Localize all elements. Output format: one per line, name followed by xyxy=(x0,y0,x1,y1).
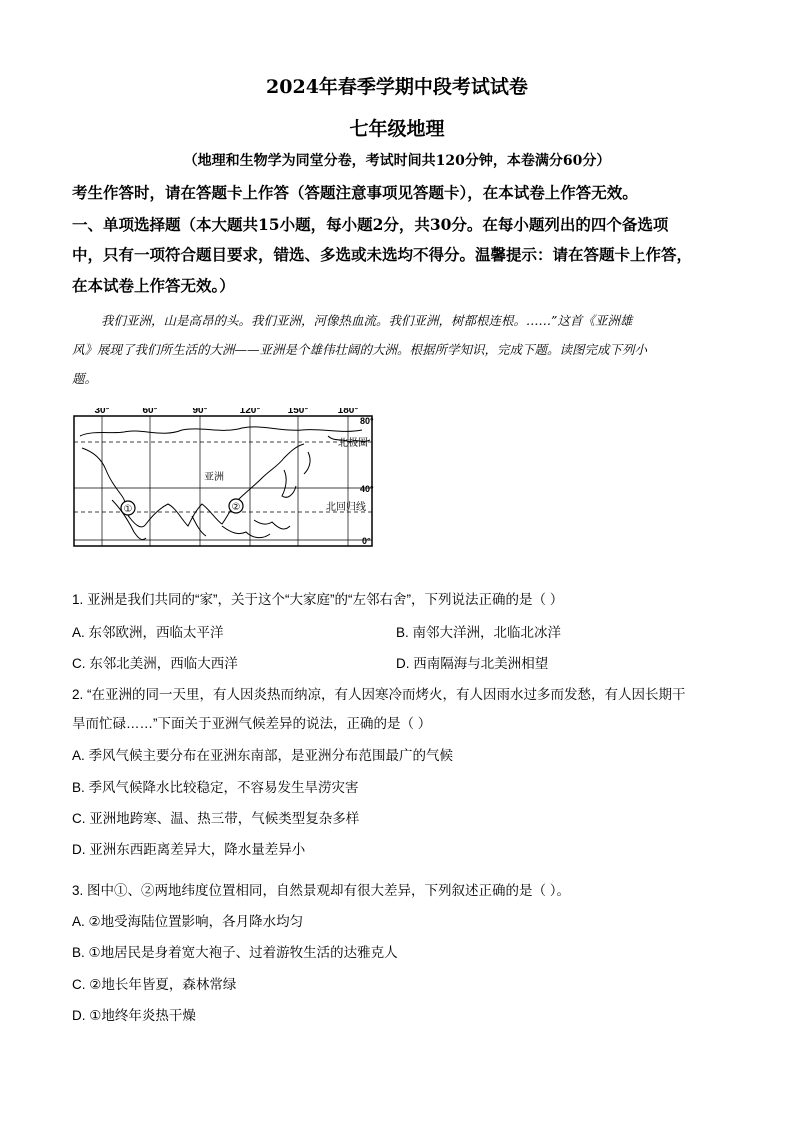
q2-option-a: A. 季风气候主要分布在亚洲东南部，是亚洲分布范围最广的气候 xyxy=(72,748,454,763)
lon-label-180: 180° xyxy=(337,408,359,416)
q1-option-b: B. 南邻大洋洲，北临北冰洋 xyxy=(396,625,562,640)
q3-option-d: D. ①地终年炎热干燥 xyxy=(72,1008,196,1023)
arctic-circle-label: 北极圈 xyxy=(338,438,368,449)
q3-option-c: C. ②地长年皆夏，森林常绿 xyxy=(72,977,237,992)
q1-option-c: C. 东邻北美洲，西临大西洋 xyxy=(72,656,238,671)
lon-label-30: 30° xyxy=(94,408,110,416)
exam-note: （地理和生物学为同堂分卷，考试时间共120分钟，本卷满分60分） xyxy=(183,153,611,169)
asia-map xyxy=(72,408,386,548)
question-2-stem-line-2: 旱而忙碌……”下面关于亚洲气候差异的说法，正确的是（ ） xyxy=(72,716,432,731)
q3-option-a: A. ②地受海陆位置影响，各月降水均匀 xyxy=(72,914,304,929)
lon-label-150: 150° xyxy=(287,408,309,416)
lat-label-80: 80° xyxy=(360,416,374,426)
passage-line-1: 我们亚洲，山是高昂的头。我们亚洲，河像热血流。我们亚洲，树都根连根。……”这首《亚洲雄 xyxy=(101,313,633,328)
q2-option-d: D. 亚洲东西距离差异大，降水量差异小 xyxy=(72,842,306,857)
instruction: 考生作答时，请在答题卡上作答（答题注意事项见答题卡），在本试卷上作答无效。 xyxy=(72,183,638,202)
tropic-label: 北回归线 xyxy=(326,502,366,513)
question-2-stem-line-1: 2. “在亚洲的同一天里，有人因炎热而纳凉，有人因寒冷而烤火，有人因雨水过多而发愁，有人因长期干 xyxy=(72,687,686,702)
map-marker-2: ② xyxy=(231,502,241,513)
section-line-1: 一、单项选择题（本大题共15小题，每小题2分，共30分。在每小题列出的四个备选项 xyxy=(72,215,669,234)
lat-label-40: 40° xyxy=(360,484,374,494)
passage-line-2: 风》展现了我们所生活的大洲——亚洲是个雄伟壮阔的大洲。根据所学知识，完成下题。读图完成下列小 xyxy=(72,342,648,357)
lon-label-90: 90° xyxy=(192,408,208,416)
q1-option-a: A. 东邻欧洲，西临太平洋 xyxy=(72,625,224,640)
q1-option-d: D. 西南隔海与北美洲相望 xyxy=(396,656,549,671)
question-3-stem: 3. 图中①、②两地纬度位置相同，自然景观却有很大差异，下列叙述正确的是（ ）。 xyxy=(72,883,571,898)
question-1-stem: 1. 亚洲是我们共同的“家”，关于这个“大家庭”的“左邻右舍”，下列说法正确的是（ ） xyxy=(72,592,564,607)
section-line-3: 在本试卷上作答无效。） xyxy=(72,276,235,295)
exam-title: 2024年春季学期中段考试试卷 xyxy=(266,76,528,98)
lat-label-0: 0° xyxy=(362,536,371,546)
exam-subject: 七年级地理 xyxy=(349,118,445,140)
q2-option-b: B. 季风气候降水比较稳定，不容易发生旱涝灾害 xyxy=(72,780,359,795)
q2-option-c: C. 亚洲地跨寒、温、热三带，气候类型复杂多样 xyxy=(72,811,360,826)
q3-option-b: B. ①地居民是身着宽大袍子、过着游牧生活的达雅克人 xyxy=(72,945,398,960)
map-marker-1: ① xyxy=(123,504,133,515)
asia-label: 亚洲 xyxy=(204,472,224,483)
lon-label-120: 120° xyxy=(239,408,261,416)
lon-label-60: 60° xyxy=(142,408,158,416)
passage-line-3: 题。 xyxy=(72,371,98,386)
section-line-2: 中，只有一项符合题目要求，错选、多选或未选均不得分。温馨提示：请在答题卡上作答， xyxy=(72,245,693,264)
